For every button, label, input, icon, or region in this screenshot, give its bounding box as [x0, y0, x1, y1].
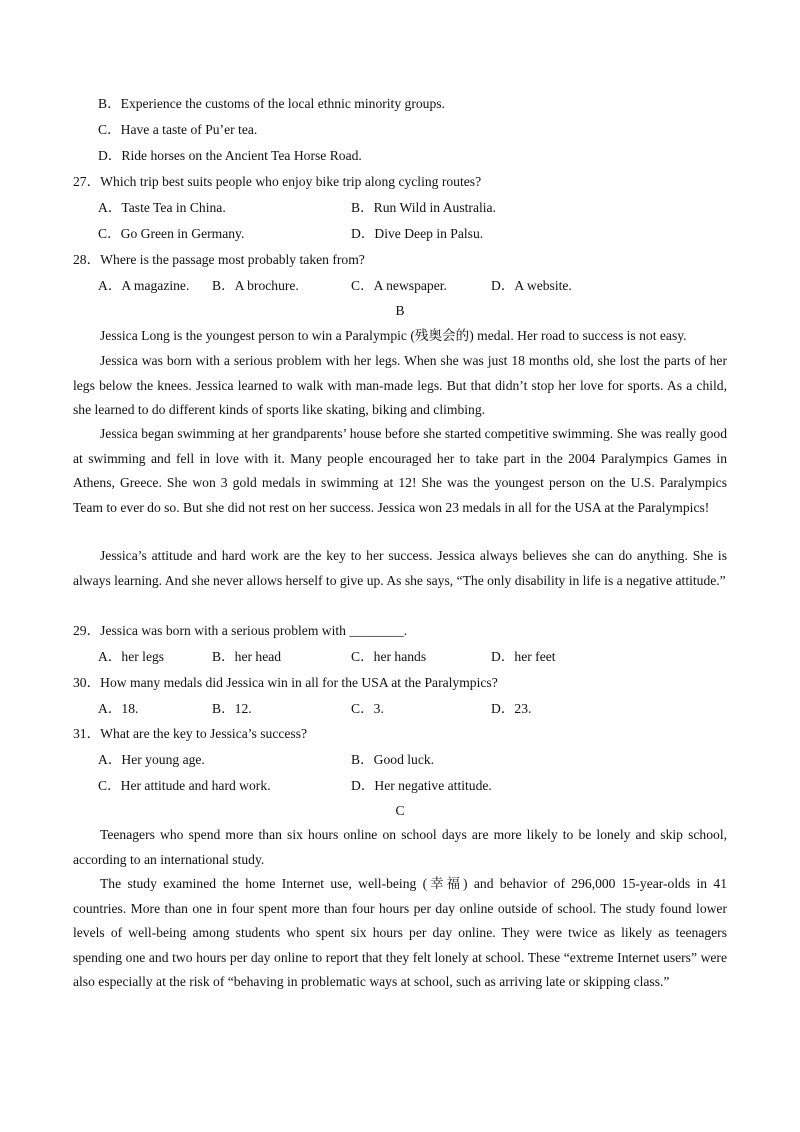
q26-option-b: B．Experience the customs of the local ethnic minority groups.: [98, 96, 445, 111]
q27-option-d: D．Dive Deep in Palsu.: [351, 226, 484, 241]
q30-option-a: A．18.: [98, 701, 139, 716]
q30-option-c: C．3.: [351, 701, 384, 716]
q29-option-a: A．her legs: [98, 649, 165, 664]
q30-option-d: D．23.: [491, 701, 532, 716]
q31-option-b: B．Good luck.: [351, 752, 435, 767]
q29-option-c: C．her hands: [351, 649, 427, 664]
q31-option-a: A．Her young age.: [98, 752, 205, 767]
q28-option-c: C．A newspaper.: [351, 278, 447, 293]
q28-option-a: A．A magazine.: [98, 278, 190, 293]
section-c-paragraph-2: The study examined the home Internet use, well-being (幸福) and behavior of 296,000 15-year-olds in 41 countries. More than one in four spent more than four hours per day online outside of school. The study found lower levels of well-being among students who spent six hours per day online. They were twice as likely as teenagers spending one and two hours per day online to report that they felt lonely at school. These “extreme Internet users” were also especially at the risk of “behaving in problematic ways at school, such as arriving late or skipping class.”: [73, 876, 727, 990]
q31-question: 31．What are the key to Jessica’s success?: [73, 726, 308, 741]
q28-option-b: B．A brochure.: [212, 278, 299, 293]
q28-option-d: D．A website.: [491, 278, 572, 293]
section-c-paragraph-1: Teenagers who spend more than six hours online on school days are more likely to be lonely and skip school, according to an international study.: [73, 827, 727, 867]
section-b-paragraph-4: Jessica’s attitude and hard work are the key to her success. Jessica always believes she can do anything. She is always learning. And she never allows herself to give up. As she says, “The only disability in life is a negative attitude.”: [73, 548, 727, 588]
q29-question: 29．Jessica was born with a serious problem with ________.: [73, 623, 408, 638]
q26-option-d: D．Ride horses on the Ancient Tea Horse Road.: [98, 148, 362, 163]
q27-question: 27．Which trip best suits people who enjoy bike trip along cycling routes?: [73, 174, 482, 189]
q26-option-c: C．Have a taste of Pu’er tea.: [98, 122, 258, 137]
section-b-paragraph-2: Jessica was born with a serious problem with her legs. When she was just 18 months old, she lost the parts of her legs below the knees. Jessica learned to walk with man-made legs. But that didn’t stop her love for sports. As a child, she learned to do different kinds of sports like skating, biking and climbing.: [73, 353, 727, 418]
q27-option-a: A．Taste Tea in China.: [98, 200, 226, 215]
q30-question: 30．How many medals did Jessica win in all for the USA at the Paralympics?: [73, 675, 498, 690]
q27-option-b: B．Run Wild in Australia.: [351, 200, 496, 215]
q29-option-d: D．her feet: [491, 649, 556, 664]
q29-option-b: B．her head: [212, 649, 282, 664]
section-b-heading: B: [395, 303, 405, 318]
section-c-heading: C: [395, 803, 405, 818]
section-b-paragraph-1: Jessica Long is the youngest person to win a Paralympic (残奥会的) medal. Her road to success is not easy.: [100, 328, 687, 343]
q28-question: 28．Where is the passage most probably taken from?: [73, 252, 365, 267]
q31-option-c: C．Her attitude and hard work.: [98, 778, 271, 793]
q30-option-b: B．12.: [212, 701, 252, 716]
section-b-paragraph-3: Jessica began swimming at her grandparents’ house before she started competitive swimming. She was really good at swimming and fell in love with it. Many people encouraged her to take part in the 2004 Paralympics Games in Athens, Greece. She won 3 gold medals in swimming at 12! She was the youngest person on the U.S. Paralympics Team to ever do so. But she did not rest on her success. Jessica won 23 medals in all for the USA at the Paralympics!: [73, 426, 727, 515]
q31-option-d: D．Her negative attitude.: [351, 778, 492, 793]
q27-option-c: C．Go Green in Germany.: [98, 226, 245, 241]
